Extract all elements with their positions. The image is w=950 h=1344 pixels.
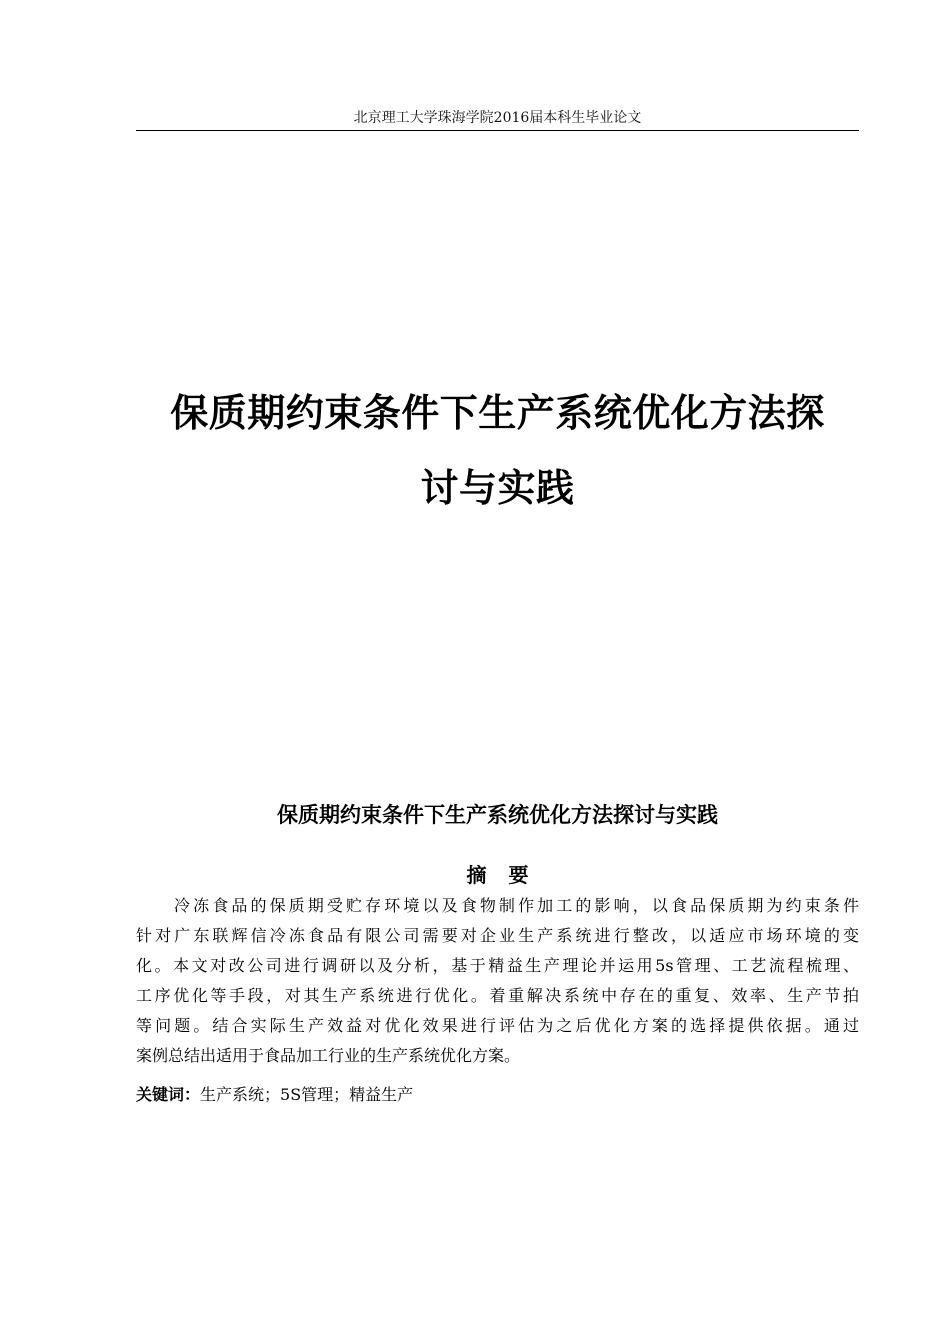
main-title-line-1: 保质期约束条件下生产系统优化方法探 (170, 391, 825, 435)
abstract-page-title: 保质期约束条件下生产系统优化方法探讨与实践 (277, 803, 718, 827)
main-title-line-2: 讨与实践 (420, 466, 575, 510)
abstract-line: 化。本文对改公司进行调研以及分析，基于精益生产理论并运用5s管理、工艺流程梳理、 (136, 956, 859, 975)
header-rule (136, 130, 859, 131)
running-header: 北京理工大学珠海学院2016届本科生毕业论文 (353, 110, 642, 126)
abstract-line: 冷冻食品的保质期受贮存环境以及食物制作加工的影响，以食品保质期为约束条件 (174, 896, 859, 915)
abstract-line: 等问题。结合实际生产效益对优化效果进行评估为之后优化方案的选择提供依据。通过 (136, 1016, 859, 1035)
abstract-line: 案例总结出适用于食品加工行业的生产系统优化方案。 (136, 1046, 521, 1065)
keywords (136, 1080, 859, 1110)
keywords-values: 生产系统；5S管理；精益生产 (200, 1085, 414, 1104)
abstract-heading: 摘要 (466, 863, 551, 887)
keywords-label: 关键词： (136, 1085, 201, 1104)
abstract-body (136, 891, 859, 1071)
abstract-line: 工序优化等手段，对其生产系统进行优化。着重解决系统中存在的重复、效率、生产节拍 (136, 986, 859, 1005)
abstract-line: 针对广东联辉信冷冻食品有限公司需要对企业生产系统进行整改，以适应市场环境的变 (136, 926, 859, 945)
